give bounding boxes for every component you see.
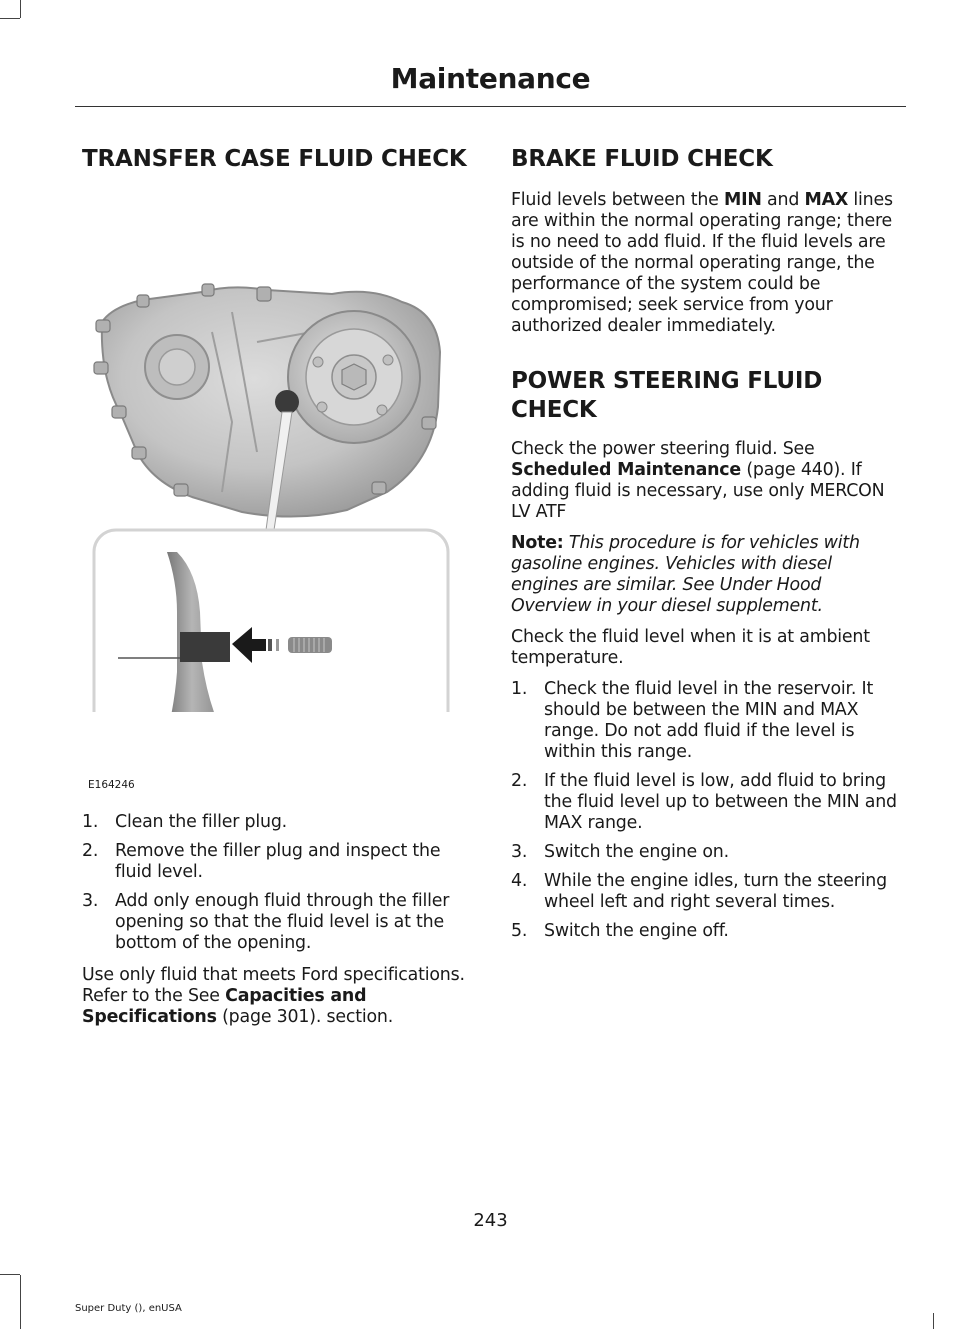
list-item: 3. Add only enough fluid through the filler opening so that the fluid level is at the bottom of the opening. bbox=[82, 891, 450, 953]
brake-fluid-paragraph: Fluid levels between the MIN and MAX lines are within the normal operating range; there is no need to add fluid. If the fluid levels are outside of the normal operating range, the performance of the system could be compromised; seek service from your authorized dealer immediately. bbox=[511, 190, 893, 336]
list-item: 1. Check the fluid level in the reservoir. It should be between the MIN and MAX range. Do not add fluid if the level is within this range. bbox=[511, 679, 874, 762]
power-steering-steps bbox=[511, 679, 903, 942]
crop-mark bbox=[20, 1275, 21, 1329]
brake-fluid-heading: BRAKE FLUID CHECK bbox=[511, 146, 773, 172]
capacities-link[interactable]: Capacities and Specifications bbox=[82, 986, 367, 1027]
transfer-case-heading: TRANSFER CASE FLUID CHECK bbox=[82, 146, 467, 172]
fluid-spec-paragraph: Use only fluid that meets Ford specifications. Refer to the See Capacities and Specifications (page 301). section. bbox=[82, 965, 465, 1027]
power-steering-paragraph: Check the power steering fluid. See Scheduled Maintenance (page 440). If adding fluid is necessary, use only MERCON LV ATF bbox=[511, 439, 885, 522]
figure-id: E164246 bbox=[88, 779, 135, 791]
crop-mark bbox=[20, 0, 21, 18]
page-number: 243 bbox=[473, 1210, 508, 1231]
transfer-case-drawing bbox=[82, 192, 452, 712]
scheduled-maintenance-link[interactable]: Scheduled Maintenance bbox=[511, 460, 741, 480]
list-item: 4. While the engine idles, turn the steering wheel left and right several times. bbox=[511, 871, 887, 912]
list-item: 1. Clean the filler plug. bbox=[82, 812, 288, 832]
list-item: 3. Switch the engine on. bbox=[511, 842, 729, 862]
transfer-case-steps bbox=[82, 812, 474, 954]
page-header bbox=[75, 58, 906, 107]
note-paragraph: Note: This procedure is for vehicles with gasoline engines. Vehicles with diesel engines are similar. See Under Hood Overview in your diesel supplement. bbox=[511, 533, 860, 616]
crop-mark bbox=[933, 1313, 934, 1329]
list-item: 5. Switch the engine off. bbox=[511, 921, 729, 941]
list-item: 2. Remove the filler plug and inspect the fluid level. bbox=[82, 841, 441, 882]
right-column bbox=[511, 145, 903, 953]
crop-mark bbox=[0, 1274, 20, 1275]
left-column bbox=[82, 145, 474, 1038]
ambient-paragraph: Check the fluid level when it is at ambient temperature. bbox=[511, 627, 870, 668]
crop-mark bbox=[0, 18, 20, 19]
power-steering-heading: POWER STEERING FLUID CHECK bbox=[511, 368, 823, 423]
document-id: Super Duty (), enUSA bbox=[75, 1303, 182, 1314]
page-title: Maintenance bbox=[390, 62, 591, 95]
list-item: 2. If the fluid level is low, add fluid to bring the fluid level up to between the MIN and MAX range. bbox=[511, 771, 897, 833]
transfer-case-illustration bbox=[82, 192, 452, 791]
